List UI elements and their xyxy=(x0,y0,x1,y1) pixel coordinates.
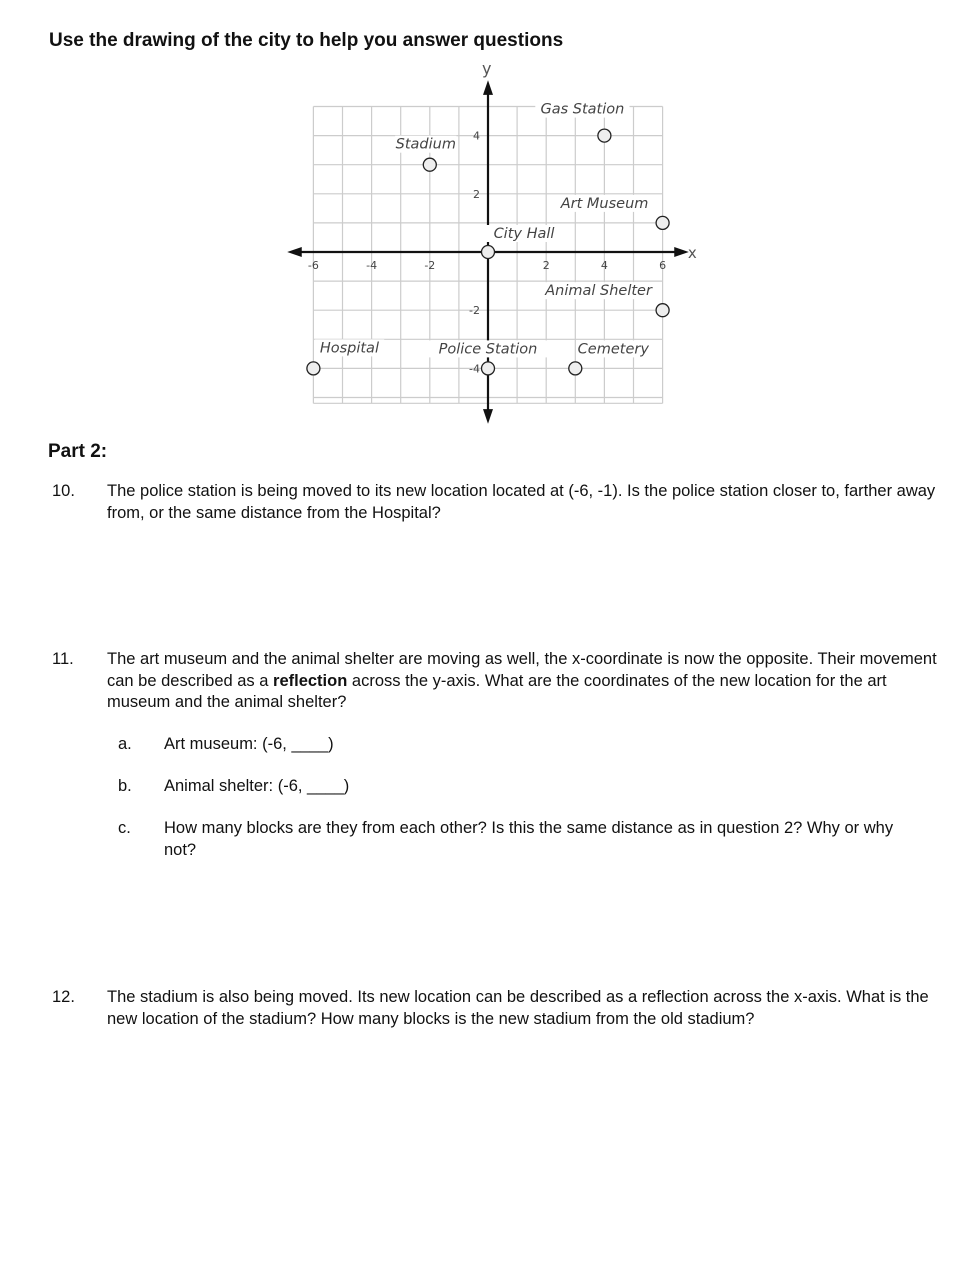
point-stadium xyxy=(423,158,436,171)
question-10 xyxy=(52,481,942,524)
point-label-police-station: Police Station xyxy=(438,341,538,358)
x-tick-label: -4 xyxy=(366,259,378,272)
sub-text: How many blocks are they from each other? Is this the same distance as in question 2? Why or why not? xyxy=(164,819,894,859)
sub-label: b. xyxy=(118,777,132,795)
y-axis-label: y xyxy=(482,59,492,78)
x-axis-left-arrow-icon xyxy=(287,247,302,257)
y-axis-down-arrow-icon xyxy=(483,409,493,424)
x-tick-label: 6 xyxy=(659,259,667,272)
point-label-cemetery: Cemetery xyxy=(577,341,649,358)
y-tick-label: 2 xyxy=(473,187,480,201)
question-11c xyxy=(118,818,908,861)
x-tick-label: -2 xyxy=(424,259,436,272)
x-tick-label: 4 xyxy=(600,259,608,272)
point-cemetery xyxy=(569,362,582,375)
question-11b xyxy=(118,776,918,798)
x-tick-label: -6 xyxy=(307,259,319,272)
point-hospital xyxy=(307,362,320,375)
sub-text: Animal shelter: (-6, ____) xyxy=(164,777,350,795)
question-number: 12. xyxy=(52,988,75,1006)
point-label-city-hall: City Hall xyxy=(493,226,555,242)
y-tick-label: -4 xyxy=(469,362,480,376)
x-axis-right-arrow-icon xyxy=(674,247,689,257)
y-tick-label: -2 xyxy=(469,304,480,318)
point-label-gas-station: Gas Station xyxy=(540,101,625,118)
point-police-station xyxy=(482,362,495,375)
question-text: The art museum and the animal shelter are moving as well, the x-coordinate is now the opposite. Their movement can be described as a reflection across the y-axis. What are the coordinates of the new location for the art museum and the animal shelter? xyxy=(107,650,937,711)
part-heading: Part 2: xyxy=(48,441,108,462)
x-tick-label: 2 xyxy=(542,259,550,272)
question-text: The police station is being moved to its new location located at (-6, -1). Is the police station closer to, farther away from, or the same distance from the Hospital? xyxy=(107,482,936,522)
worksheet-title: Use the drawing of the city to help you answer questions xyxy=(49,30,564,51)
question-number: 11. xyxy=(52,650,74,668)
sub-label: c. xyxy=(118,819,131,837)
sub-label: a. xyxy=(118,735,132,753)
point-city-hall xyxy=(482,246,495,259)
question-text: The stadium is also being moved. Its new location can be described as a reflection across the x-axis. What is the new location of the stadium? How many blocks is the new stadium from the old stadium? xyxy=(107,988,929,1028)
question-11 xyxy=(52,649,942,714)
sub-text: Art museum: (-6, ____) xyxy=(164,735,334,753)
y-axis-up-arrow-icon xyxy=(483,80,493,95)
point-label-animal-shelter: Animal Shelter xyxy=(545,283,652,300)
point-animal-shelter xyxy=(656,304,669,317)
point-art-museum xyxy=(656,216,669,229)
city-coordinate-graph xyxy=(0,0,979,440)
x-axis-label: x xyxy=(687,244,697,262)
point-gas-station xyxy=(598,129,611,142)
point-label-stadium: Stadium xyxy=(395,136,456,153)
bold-term: reflection xyxy=(273,671,348,690)
y-tick-label: 4 xyxy=(473,129,480,143)
point-label-art-museum: Art Museum xyxy=(560,195,649,212)
question-12 xyxy=(52,987,942,1030)
question-number: 10. xyxy=(52,482,75,500)
question-11a xyxy=(118,734,918,756)
point-label-hospital: Hospital xyxy=(319,340,379,357)
